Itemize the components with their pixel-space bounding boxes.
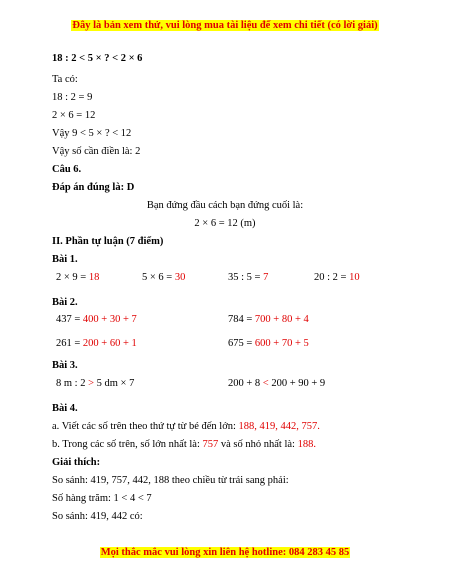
cau6-title: Câu 6. bbox=[52, 164, 82, 175]
bai4-b-min: 188. bbox=[297, 439, 316, 450]
bai3-title: Bài 3. bbox=[52, 360, 78, 371]
bai2-part: 400 bbox=[82, 314, 99, 325]
bai2-title: Bài 2. bbox=[52, 297, 78, 308]
cau6-answer: Đáp án đúng là: D bbox=[52, 182, 135, 193]
bai2-expansion bbox=[228, 338, 309, 349]
explanation-line-1: So sánh: 419, 757, 442, 188 theo chiều từ trái sang phải: bbox=[52, 475, 289, 486]
bai1-title: Bài 1. bbox=[52, 254, 78, 265]
bai2-part: 5 bbox=[303, 338, 309, 349]
bai1-answer: 10 bbox=[349, 272, 360, 283]
bai1-question: 35 : 5 = bbox=[228, 272, 264, 283]
bai2-expansion bbox=[228, 314, 309, 325]
bai1-question: 20 : 2 = bbox=[314, 272, 350, 283]
bai2-number: 261 = bbox=[56, 338, 83, 349]
explanation-line-2: Số hàng trăm: 1 < 4 < 7 bbox=[52, 493, 152, 504]
bai1-answer: 7 bbox=[263, 272, 269, 283]
footer-banner bbox=[0, 547, 450, 558]
calc-line-2: 2 × 6 = 12 bbox=[52, 110, 96, 121]
text-ta-co: Ta có: bbox=[52, 74, 78, 85]
bai1-item bbox=[142, 272, 185, 283]
inequality-line: Vậy 9 < 5 × ? < 12 bbox=[52, 128, 132, 139]
bai2-number: 784 = bbox=[228, 314, 255, 325]
bai2-expansion bbox=[56, 314, 137, 325]
bai4-a-answer: 188, 419, 442, 757. bbox=[238, 421, 320, 432]
header-banner bbox=[0, 20, 450, 31]
bai4-part-a bbox=[52, 421, 320, 432]
preview-notice: Đây là bản xem thử, vui lòng mua tài liệu để xem chi tiết (có lời giải) bbox=[72, 20, 378, 31]
bai1-question: 5 × 6 = bbox=[142, 272, 175, 283]
bai3-comparison-right bbox=[228, 378, 325, 389]
plus-sign: + bbox=[120, 338, 132, 349]
bai2-part: 70 bbox=[281, 338, 293, 349]
plus-sign: + bbox=[292, 314, 304, 325]
bai1-item bbox=[228, 272, 268, 283]
plus-sign: + bbox=[98, 338, 110, 349]
bai1-answer: 30 bbox=[174, 272, 186, 283]
intro-answer: Vậy số cần điền là: 2 bbox=[52, 146, 141, 157]
bai2-expansion bbox=[56, 338, 137, 349]
bai4-b-text: và số nhỏ nhất là: bbox=[218, 439, 298, 450]
bai3-expression: 200 + 8 bbox=[228, 378, 263, 389]
bai2-part: 1 bbox=[131, 338, 137, 349]
bai4-part-b bbox=[52, 439, 316, 450]
bai2-part: 7 bbox=[131, 314, 137, 325]
plus-sign: + bbox=[120, 314, 132, 325]
bai3-expression: 8 m : 2 bbox=[56, 378, 89, 389]
bai3-expression: 200 + 90 + 9 bbox=[268, 378, 326, 389]
plus-sign: + bbox=[270, 338, 282, 349]
bai2-part: 80 bbox=[281, 314, 293, 325]
plus-sign: + bbox=[98, 314, 110, 325]
comparison-sign: > bbox=[88, 378, 95, 389]
bai2-number: 437 = bbox=[56, 314, 83, 325]
bai2-part: 4 bbox=[303, 314, 309, 325]
cau6-calc: 2 × 6 = 12 (m) bbox=[194, 218, 256, 229]
plus-sign: + bbox=[270, 314, 282, 325]
bai1-answer: 18 bbox=[88, 272, 100, 283]
explanation-line-3: So sánh: 419, 442 có: bbox=[52, 511, 143, 522]
plus-sign: + bbox=[292, 338, 304, 349]
bai1-question: 2 × 9 = bbox=[56, 272, 89, 283]
bai2-part: 600 bbox=[254, 338, 271, 349]
bai4-title: Bài 4. bbox=[52, 403, 78, 414]
calc-line-1: 18 : 2 = 9 bbox=[52, 92, 93, 103]
part2-title: II. Phần tự luận (7 điểm) bbox=[52, 236, 164, 247]
bai4-b-text: b. Trong các số trên, số lớn nhất là: bbox=[52, 439, 203, 450]
hotline-notice: Mọi thắc mắc vui lòng xin liên hệ hotline: 084 283 45 85 bbox=[100, 547, 350, 558]
bai2-part: 30 bbox=[109, 314, 121, 325]
bai2-part: 200 bbox=[82, 338, 99, 349]
problem-statement: 18 : 2 < 5 × ? < 2 × 6 bbox=[52, 53, 143, 64]
bai2-part: 700 bbox=[254, 314, 271, 325]
comparison-sign: < bbox=[262, 378, 269, 389]
bai4-b-max: 757 bbox=[202, 439, 219, 450]
bai2-part: 60 bbox=[109, 338, 121, 349]
bai1-item bbox=[314, 272, 360, 283]
bai1-item bbox=[56, 272, 99, 283]
bai4-a-text: a. Viết các số trên theo thứ tự từ bé đến lớn: bbox=[52, 421, 239, 432]
explanation-heading: Giải thích: bbox=[52, 457, 101, 468]
cau6-explain: Bạn đứng đầu cách bạn đứng cuối là: bbox=[146, 200, 304, 211]
bai3-expression: 5 dm × 7 bbox=[94, 378, 135, 389]
bai3-comparison-left bbox=[56, 378, 134, 389]
bai2-number: 675 = bbox=[228, 338, 255, 349]
